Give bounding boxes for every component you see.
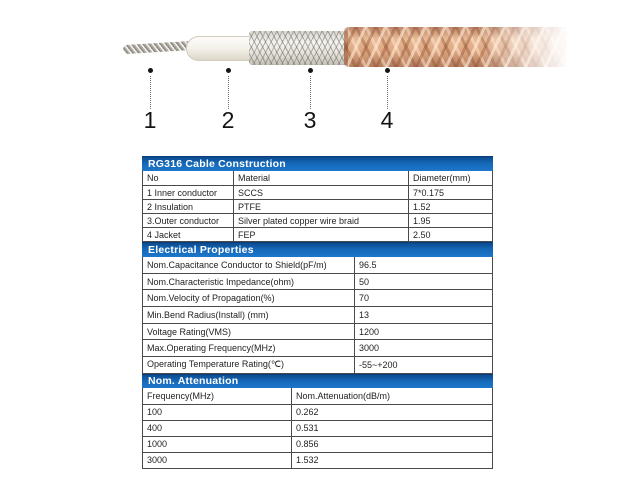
electrical-label: Nom.Capacitance Conductor to Shield(pF/m) (147, 259, 327, 270)
construction-col-no: No (147, 173, 159, 183)
table-row (143, 306, 492, 323)
attenuation-title: Nom. Attenuation (148, 375, 239, 388)
table-row (143, 436, 492, 452)
construction-cell: PTFE (233, 200, 408, 213)
electrical-label: Nom.Characteristic Impedance(ohm) (147, 276, 295, 287)
table-row (143, 289, 492, 306)
cable-jacket-fade (480, 25, 570, 69)
attenuation-value: 1.532 (291, 453, 492, 468)
construction-col-diameter: Diameter(mm) (408, 171, 492, 185)
callout-number-4: 4 (380, 107, 394, 133)
table-row (143, 420, 492, 436)
attenuation-table (142, 388, 493, 469)
attenuation-col-attenuation: Nom.Attenuation(dB/m) (291, 388, 492, 404)
table-row (143, 356, 492, 373)
callout-line-3 (310, 76, 311, 109)
attenuation-header-row (143, 388, 492, 404)
construction-cell: 3.Outer conductor (147, 215, 220, 226)
callout-line-1 (150, 76, 151, 109)
table-row (143, 452, 492, 468)
callout-dot-3 (308, 68, 313, 73)
callout-dot-1 (148, 68, 153, 73)
construction-cell: SCCS (233, 186, 408, 199)
construction-header-row (143, 171, 492, 185)
attenuation-col-frequency: Frequency(MHz) (147, 390, 215, 401)
electrical-value: 13 (354, 307, 492, 323)
attenuation-value: 0.531 (291, 421, 492, 436)
construction-col-material: Material (233, 171, 408, 185)
construction-cell: 7*0.175 (408, 186, 492, 199)
electrical-label: Min.Bend Radius(Install) (mm) (147, 309, 269, 320)
construction-cell: 2 Insulation (147, 201, 194, 212)
electrical-title-bar (142, 242, 493, 257)
callout-dot-4 (385, 68, 390, 73)
attenuation-value: 0.262 (291, 405, 492, 420)
electrical-label: Nom.Velocity of Propagation(%) (147, 293, 275, 304)
electrical-value: -55~+200 (354, 357, 492, 373)
callout-dot-2 (226, 68, 231, 73)
electrical-label: Voltage Rating(VMS) (147, 326, 232, 337)
construction-cell: 1 Inner conductor (147, 187, 218, 198)
electrical-label: Operating Temperature Rating(℃) (147, 359, 285, 370)
electrical-value: 96.5 (354, 257, 492, 273)
table-row (143, 273, 492, 290)
construction-table (142, 171, 493, 242)
construction-cell: 2.50 (408, 228, 492, 241)
attenuation-frequency: 100 (147, 407, 163, 418)
table-row (143, 199, 492, 213)
spec-tables (142, 156, 493, 469)
callout-number-1: 1 (143, 107, 157, 133)
table-row (143, 227, 492, 241)
callout-line-2 (228, 76, 229, 109)
table-row (143, 404, 492, 420)
construction-title-bar (142, 156, 493, 171)
callout-number-3: 3 (303, 107, 317, 133)
electrical-value: 50 (354, 274, 492, 290)
attenuation-frequency: 3000 (147, 455, 168, 466)
construction-cell: 1.95 (408, 214, 492, 227)
cable-jacket-edge (344, 27, 348, 67)
table-row (143, 185, 492, 199)
cable-insulation (186, 36, 254, 61)
construction-cell: FEP (233, 228, 408, 241)
table-row (143, 257, 492, 273)
table-row (143, 213, 492, 227)
electrical-title: Electrical Properties (148, 244, 254, 256)
attenuation-frequency: 1000 (147, 439, 168, 450)
electrical-value: 3000 (354, 340, 492, 356)
cable-outer-conductor-braid (249, 31, 350, 65)
construction-title: RG316 Cable Construction (148, 158, 286, 170)
electrical-label: Max.Operating Frequency(MHz) (147, 343, 276, 354)
attenuation-title-bar (142, 374, 493, 388)
table-row (143, 323, 492, 340)
attenuation-value: 0.856 (291, 437, 492, 452)
construction-cell: 4 Jacket (147, 229, 181, 240)
construction-cell: 1.52 (408, 200, 492, 213)
callout-line-4 (387, 76, 388, 109)
electrical-value: 70 (354, 290, 492, 306)
electrical-value: 1200 (354, 324, 492, 340)
callout-number-2: 2 (221, 107, 235, 133)
construction-cell: Silver plated copper wire braid (233, 214, 408, 227)
electrical-table (142, 257, 493, 374)
table-row (143, 339, 492, 356)
cable-inner-conductor (123, 41, 193, 54)
attenuation-frequency: 400 (147, 423, 163, 434)
